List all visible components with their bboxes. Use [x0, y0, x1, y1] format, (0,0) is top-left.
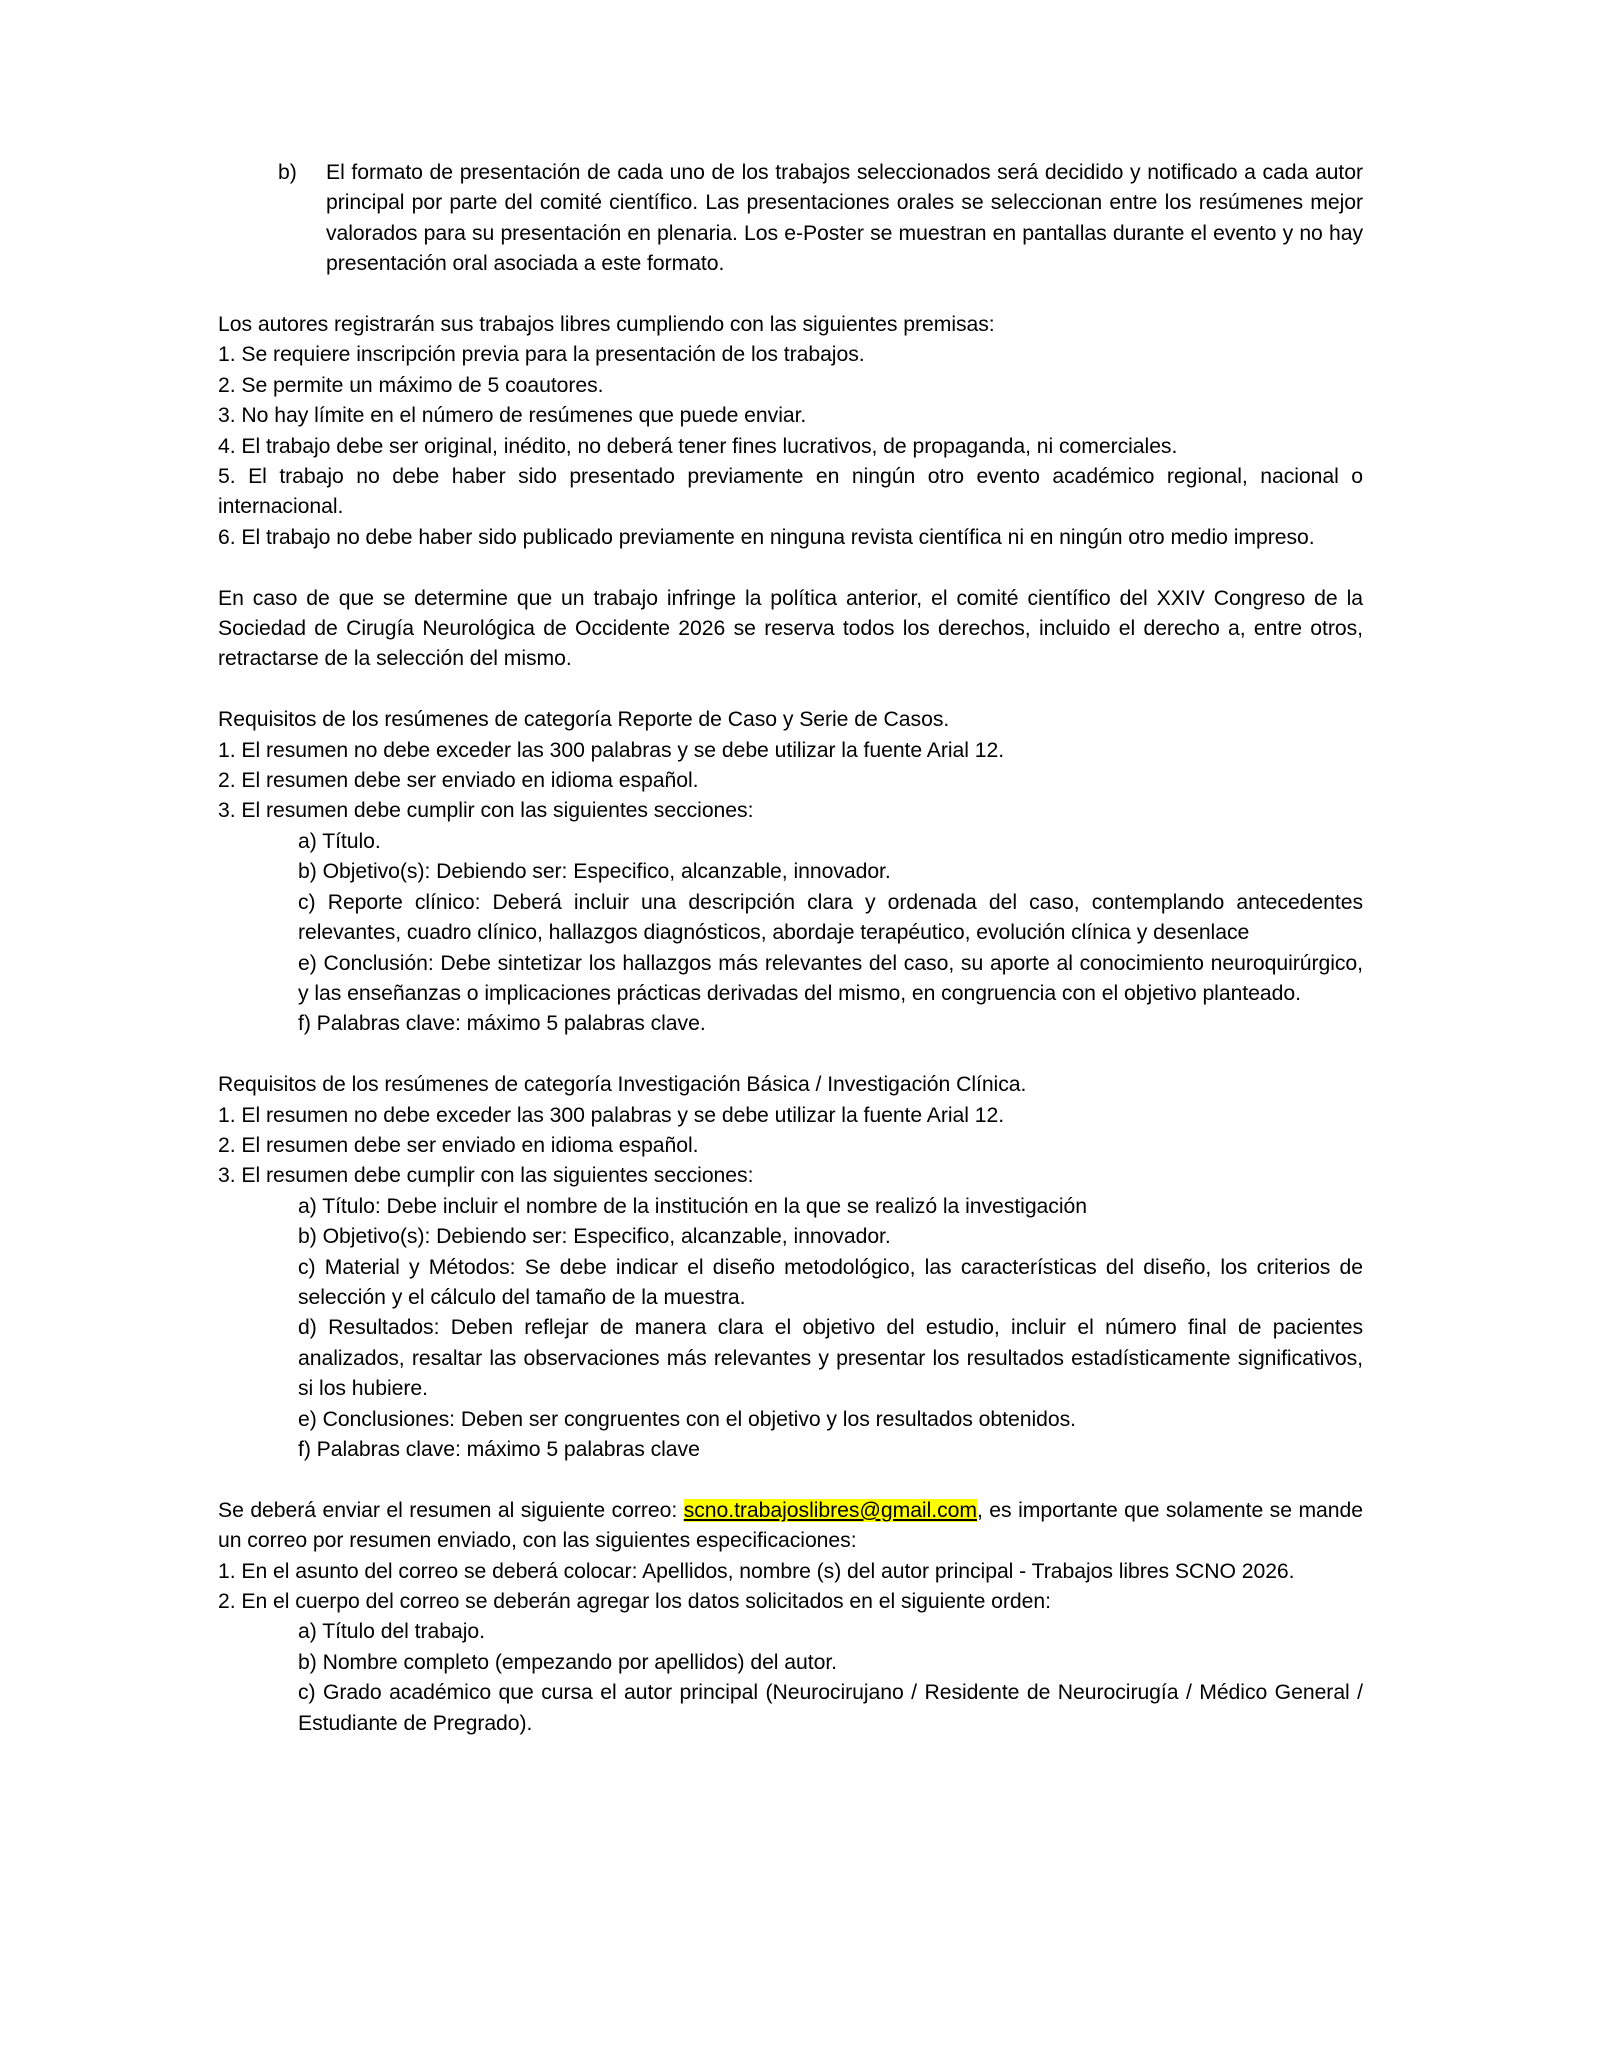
investigacion-section: b) Objetivo(s): Debiendo ser: Especifico, alcanzable, innovador. — [298, 1225, 891, 1249]
reporte-caso-section: a) Título. — [298, 829, 381, 853]
envio-rule: 1. En el asunto del correo se deberá colocar: Apellidos, nombre (s) del autor principal - Trabajos libres SCNO 2026. — [218, 1559, 1295, 1583]
premisa-item: 1. Se requiere inscripción previa para la presentación de los trabajos. — [218, 343, 865, 367]
reporte-caso-section: b) Objetivo(s): Debiendo ser: Especifico, alcanzable, innovador. — [298, 860, 891, 884]
submission-lead: Se deberá enviar el resumen al siguiente correo: — [218, 1498, 684, 1522]
envio-section: c) Grado académico que cursa el autor principal (Neurocirujano / Residente de Neurocirugía / Médico General / Estudiante de Pregrado). — [298, 1681, 1363, 1735]
reporte-caso-section: f) Palabras clave: máximo 5 palabras clave. — [298, 1012, 706, 1036]
spacer — [218, 1465, 1363, 1495]
premisa-item: 2. Se permite un máximo de 5 coautores. — [218, 373, 604, 397]
list-item-b-text: El formato de presentación de cada uno de los trabajos seleccionados será decidido y notificado a cada autor principal por parte del comité científico. Las presentaciones orales se seleccionan entre los resúmenes mejor valorados para su presentación en plenaria. Los e-Poster se muestran en pantallas durante el evento y no hay presentación oral asociada a este formato. — [326, 161, 1363, 276]
investigacion-section: c) Material y Métodos: Se debe indicar el diseño metodológico, las características del diseño, los criterios de selección y el cálculo del tamaño de la muestra. — [298, 1255, 1363, 1309]
reporte-caso-rule: 3. El resumen debe cumplir con las siguientes secciones: — [218, 799, 754, 823]
spacer — [218, 280, 1363, 310]
investigacion-section: d) Resultados: Deben reflejar de manera clara el objetivo del estudio, incluir el número final de pacientes analizados, resaltar las observaciones más relevantes y presentar los resultados estadísticamente significativos, si los hubiere. — [298, 1316, 1363, 1401]
section-heading-reporte-caso: Requisitos de los resúmenes de categoría Reporte de Caso y Serie de Casos. — [218, 708, 950, 732]
premisa-item: 6. El trabajo no debe haber sido publicado previamente en ninguna revista científica ni en ningún otro medio impreso. — [218, 525, 1315, 549]
infringement-paragraph: En caso de que se determine que un trabajo infringe la política anterior, el comité científico del XXIV Congreso de la Sociedad de Cirugía Neurológica de Occidente 2026 se reserva todos los derechos, incluido el derecho a, entre otros, retractarse de la selección del mismo. — [218, 586, 1363, 671]
investigacion-rule: 3. El resumen debe cumplir con las siguientes secciones: — [218, 1164, 754, 1188]
reporte-caso-rule: 1. El resumen no debe exceder las 300 palabras y se debe utilizar la fuente Arial 12. — [218, 738, 1005, 762]
submission-email-link[interactable]: scno.trabajoslibres@gmail.com — [683, 1498, 977, 1522]
section-heading-investigacion: Requisitos de los resúmenes de categoría Investigación Básica / Investigación Clínica. — [218, 1073, 1027, 1097]
premisa-item: 4. El trabajo debe ser original, inédito, no deberá tener fines lucrativos, de propaganda, ni comerciales. — [218, 434, 1178, 458]
investigacion-rule: 1. El resumen no debe exceder las 300 palabras y se debe utilizar la fuente Arial 12. — [218, 1103, 1005, 1127]
premisa-item: 3. No hay límite en el número de resúmenes que puede enviar. — [218, 404, 807, 428]
investigacion-section: a) Título: Debe incluir el nombre de la institución en la que se realizó la investigación — [298, 1194, 1087, 1218]
reporte-caso-section: e) Conclusión: Debe sintetizar los hallazgos más relevantes del caso, su aporte al conocimiento neuroquirúrgico, y las enseñanzas o implicaciones prácticas derivadas del mismo, en congruencia con el objetivo planteado. — [298, 951, 1363, 1005]
list-item-b — [278, 158, 1363, 280]
premisa-item: 5. El trabajo no debe haber sido presentado previamente en ningún otro evento académico regional, nacional o internacional. — [218, 465, 1363, 519]
spacer — [218, 675, 1363, 705]
reporte-caso-section: c) Reporte clínico: Deberá incluir una descripción clara y ordenada del caso, contemplando antecedentes relevantes, cuadro clínico, hallazgos diagnósticos, abordaje terapéutico, evolución clínica y desenlace — [298, 890, 1363, 945]
investigacion-section: e) Conclusiones: Deben ser congruentes con el objetivo y los resultados obtenidos. — [298, 1407, 1076, 1431]
spacer — [218, 553, 1363, 583]
reporte-caso-rule: 2. El resumen debe ser enviado en idioma español. — [218, 769, 699, 793]
investigacion-rule: 2. El resumen debe ser enviado en idioma español. — [218, 1133, 699, 1157]
spacer — [218, 1040, 1363, 1070]
list-marker-b: b) — [278, 161, 297, 184]
premisas-intro: Los autores registrarán sus trabajos libres cumpliendo con las siguientes premisas: — [218, 313, 995, 337]
document-body — [218, 158, 1363, 1739]
envio-section: a) Título del trabajo. — [298, 1620, 485, 1644]
investigacion-section: f) Palabras clave: máximo 5 palabras clave — [298, 1438, 700, 1461]
submission-paragraph — [218, 1496, 1363, 1557]
envio-section: b) Nombre completo (empezando por apellidos) del autor. — [298, 1650, 838, 1674]
envio-rule: 2. En el cuerpo del correo se deberán agregar los datos solicitados en el siguiente orden: — [218, 1590, 1051, 1614]
submission-trailing-text: , es importante que solamente se mande un correo por resumen enviado, con las siguientes especificaciones: — [218, 1498, 1363, 1553]
